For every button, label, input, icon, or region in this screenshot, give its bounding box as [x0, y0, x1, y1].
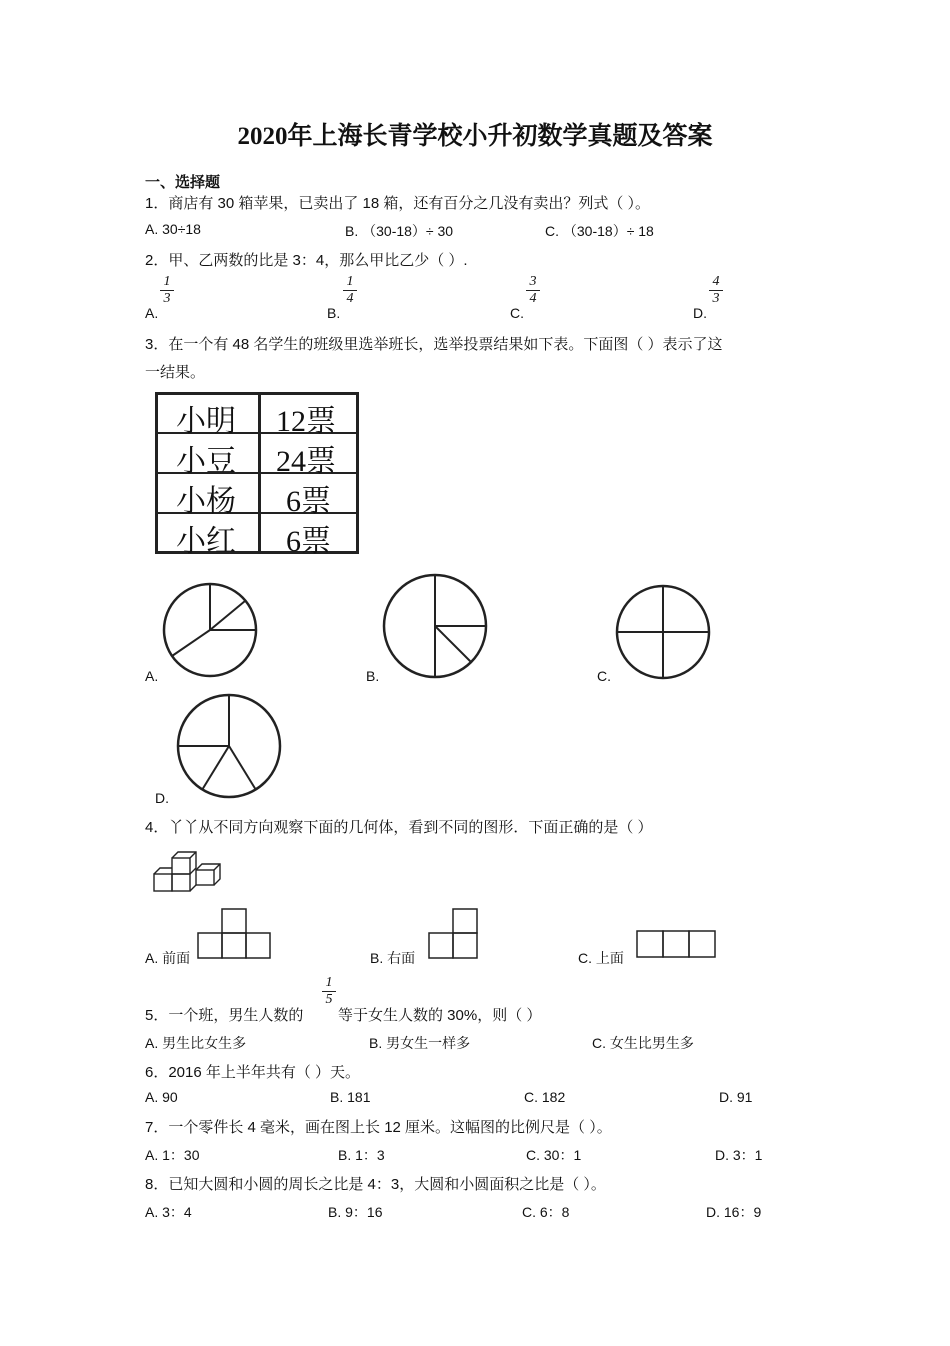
vote-table: [155, 392, 359, 558]
question-2-text: 2．甲、乙两数的比是 3：4，那么甲比乙少（ ）.: [145, 252, 468, 269]
question-8-text: 8．已知大圆和小圆的周长之比是 4：3，大圆和小圆面积之比是（ ）。: [145, 1176, 606, 1193]
question-4-text: 4．丫丫从不同方向观察下面的几何体，看到不同的图形．下面正确的是（ ）: [145, 819, 653, 836]
pie-diagram-a: [160, 582, 260, 678]
question-2-option-d-fraction: 4 3: [709, 275, 723, 306]
question-7-option-a[interactable]: A. 1：30: [145, 1147, 200, 1163]
question-2-option-b[interactable]: B.: [327, 305, 341, 321]
question-4-option-a[interactable]: A. 前面: [145, 950, 191, 966]
pie-diagram-d: [174, 694, 284, 798]
question-6-text: 6．2016 年上半年共有（ ）天。: [145, 1064, 361, 1081]
question-7-text: 7．一个零件长 4 毫米，画在图上长 12 厘米。这幅图的比例尺是（ ）。: [145, 1119, 612, 1136]
question-8-option-a[interactable]: A. 3：4: [145, 1204, 192, 1220]
question-7-option-c[interactable]: C. 30：1: [526, 1147, 582, 1163]
cube-solid-figure: [152, 847, 228, 893]
question-4-option-c[interactable]: C. 上面: [578, 950, 624, 966]
question-1-option-c[interactable]: C. （30-18）÷ 18: [545, 223, 654, 239]
question-3-option-d[interactable]: D.: [155, 790, 169, 806]
view-shape-b: [428, 908, 480, 960]
section-heading: 一、选择题: [145, 174, 221, 191]
question-3-option-a[interactable]: A.: [145, 668, 159, 684]
page-title: 2020年上海长青学校小升初数学真题及答案: [237, 123, 713, 150]
question-2-option-a-fraction: 1 3: [160, 275, 174, 306]
question-6-option-d[interactable]: D. 91: [719, 1089, 753, 1105]
question-4-option-b[interactable]: B. 右面: [370, 950, 416, 966]
question-5-option-a[interactable]: A. 男生比女生多: [145, 1035, 247, 1051]
question-2-option-a[interactable]: A.: [145, 305, 159, 321]
question-3-text-line1: 3．在一个有 48 名学生的班级里选举班长，选举投票结果如下表。下面图（ ）表示了这: [145, 336, 723, 353]
question-3-text-line2: 一结果。: [145, 364, 206, 381]
question-3-option-b[interactable]: B.: [366, 668, 380, 684]
question-6-option-a[interactable]: A. 90: [145, 1089, 178, 1105]
question-2-option-c[interactable]: C.: [510, 305, 524, 321]
table-cell-votes: 6票: [286, 525, 331, 558]
view-shape-a: [198, 908, 272, 960]
question-6-option-b[interactable]: B. 181: [330, 1089, 371, 1105]
question-3-option-c[interactable]: C.: [597, 668, 611, 684]
table-cell-votes: 12票: [276, 405, 336, 438]
question-1-text: 1．商店有 30 箱苹果，已卖出了 18 箱，还有百分之几没有卖出？列式（ ）。: [145, 195, 651, 212]
question-5-text-suffix: 等于女生人数的 30%，则（ ）: [338, 1007, 542, 1024]
table-cell-votes: 24票: [276, 445, 336, 478]
question-8-option-b[interactable]: B. 9：16: [328, 1204, 383, 1220]
question-8-option-c[interactable]: C. 6：8: [522, 1204, 570, 1220]
question-8-option-d[interactable]: D. 16：9: [706, 1204, 762, 1220]
pie-diagram-b: [382, 573, 488, 679]
question-6-option-c[interactable]: C. 182: [524, 1089, 566, 1105]
table-cell-votes: 6票: [286, 485, 331, 518]
table-cell-name: 小明: [176, 405, 236, 438]
question-1-option-b[interactable]: B. （30-18）÷ 30: [345, 223, 454, 239]
question-5-option-c[interactable]: C. 女生比男生多: [592, 1035, 694, 1051]
question-2-option-b-fraction: 1 4: [343, 275, 357, 306]
table-cell-name: 小豆: [176, 445, 236, 478]
question-7-option-d[interactable]: D. 3：1: [715, 1147, 763, 1163]
question-2-option-c-fraction: 3 4: [526, 275, 540, 306]
question-5-fraction: 1 5: [322, 976, 336, 1007]
question-7-option-b[interactable]: B. 1：3: [338, 1147, 385, 1163]
table-cell-name: 小红: [176, 525, 236, 558]
table-cell-name: 小杨: [176, 485, 236, 518]
pie-diagram-c: [615, 584, 711, 680]
question-5-text-prefix: 5．一个班，男生人数的: [145, 1007, 304, 1024]
question-2-option-d[interactable]: D.: [693, 305, 707, 321]
question-5-option-b[interactable]: B. 男女生一样多: [369, 1035, 471, 1051]
view-shape-c: [636, 930, 718, 960]
question-1-option-a[interactable]: A. 30÷18: [145, 221, 201, 237]
